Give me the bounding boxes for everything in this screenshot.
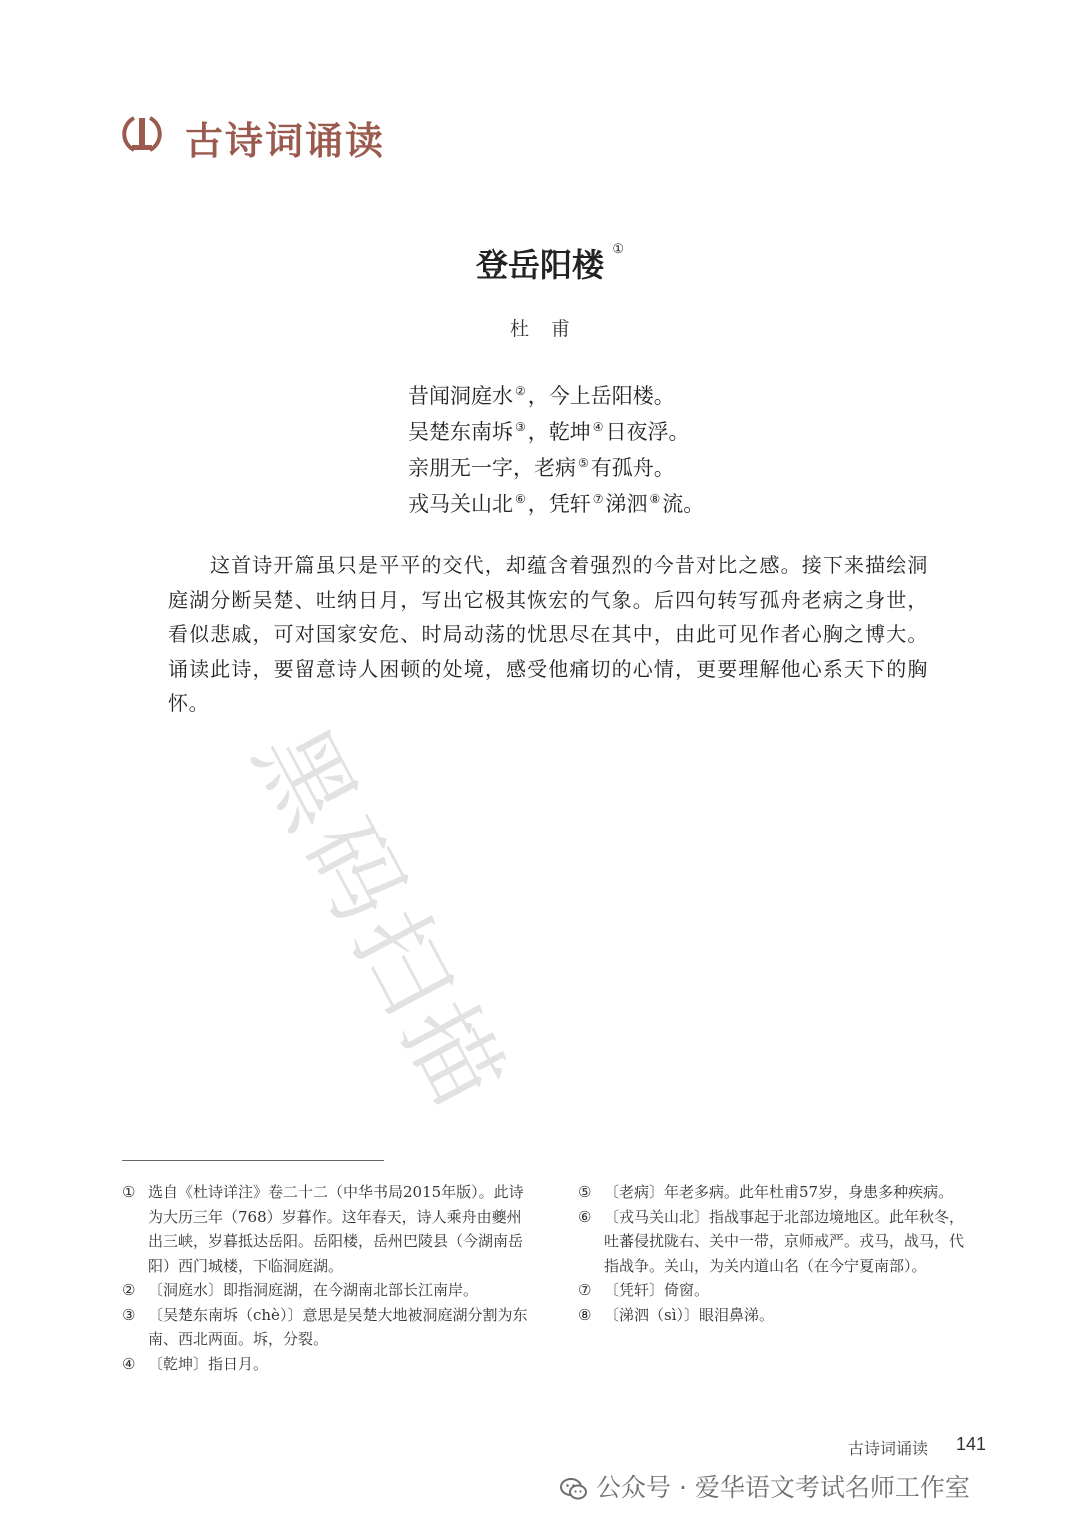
poem-line-2: 吴楚东南坼 ③，乾坤 ④日夜浮。 (408, 420, 690, 444)
footer-section-name: 古诗词诵读 (848, 1439, 929, 1458)
poem-title-text: 登岳阳楼 (475, 246, 604, 284)
watermark: 黑码扫描 (233, 709, 528, 1130)
note-marker: ⑦ (592, 492, 604, 506)
note-marker: ② (515, 384, 526, 398)
commentary-paragraph: 这首诗开篇虽只是平平的交代，却蕴含着强烈的今昔对比之感。接下来描绘洞庭湖分断吴楚、吐纳日月，写出它极其恢宏的气象。后四句转写孤舟老病之身世，看似悲戚，可对国家安危、时局动荡的忧思尽在其中，由此可见作者心胸之博大。诵读此诗，要留意诗人困顿的处境，感受他痛切的心情，更要理解他心系天下的胸怀。 (168, 553, 928, 715)
section-title: 古诗词诵读 (185, 118, 386, 163)
section-icon (120, 112, 164, 156)
page-number: 141 (956, 1434, 987, 1454)
note-marker: ⑥ (515, 492, 526, 506)
footnote-4: ④ 〔乾坤〕指日月。 (122, 1354, 269, 1373)
footnote-5: ⑤ 〔老病〕年老多病。此年杜甫57岁，身患多种疾病。 (578, 1183, 954, 1201)
note-marker: ③ (515, 420, 526, 434)
wechat-text: 公众号 · 爱华语文考试名师工作室 (596, 1473, 970, 1502)
wechat-icon (560, 1478, 588, 1500)
title-note-marker: ① (612, 242, 624, 257)
wechat-credit (560, 1468, 970, 1504)
poem-line-4: 戎马关山北 ⑥，凭轩 ⑦涕泗 ⑧流。 (408, 492, 705, 516)
poem-line-3: 亲朋无一字，老病 ⑤有孤舟。 (408, 456, 675, 480)
footnote-divider (122, 1160, 384, 1161)
poem-author: 杜甫 (509, 318, 592, 340)
footnote-2: ② 〔洞庭水〕即指洞庭湖，在今湖南北部长江南岸。 (122, 1281, 479, 1299)
poem-line-1: 昔闻洞庭水 ②，今上岳阳楼。 (408, 384, 675, 408)
note-marker: ⑤ (578, 456, 589, 470)
footnote-8: ⑧ 〔涕泗（sì）〕眼泪鼻涕。 (578, 1305, 774, 1324)
footnote-6: ⑥ 〔戎马关山北〕指战事起于北部边境地区。此年秋冬，吐蕃侵扰陇右、关中一带，京师戒严。戎马，战马，代指战争。关山，为关内道山名（在今宁夏南部）。 (578, 1207, 965, 1275)
note-marker: ④ (592, 420, 604, 434)
footnote-3: ③ 〔吴楚东南坼（chè）〕意思是吴楚大地被洞庭湖分割为东南、西北两面。坼，分裂。 (122, 1305, 528, 1348)
footnotes-right (578, 1180, 978, 1327)
footnotes-left (122, 1180, 532, 1376)
footnote-1: ① 选自《杜诗详注》卷二十二（中华书局2015年版）。此诗为大历三年（768）岁暮作。这年春天，诗人乘舟由夔州出三峡，岁暮抵达岳阳。岳阳楼，岳州巴陵县（今湖南岳阳）西门城楼，下临洞庭湖。 (122, 1183, 524, 1275)
footnote-7: ⑦ 〔凭轩〕倚窗。 (578, 1281, 710, 1299)
poem-body (408, 378, 704, 522)
poem-title (0, 240, 1080, 286)
note-marker: ⑧ (649, 492, 661, 506)
